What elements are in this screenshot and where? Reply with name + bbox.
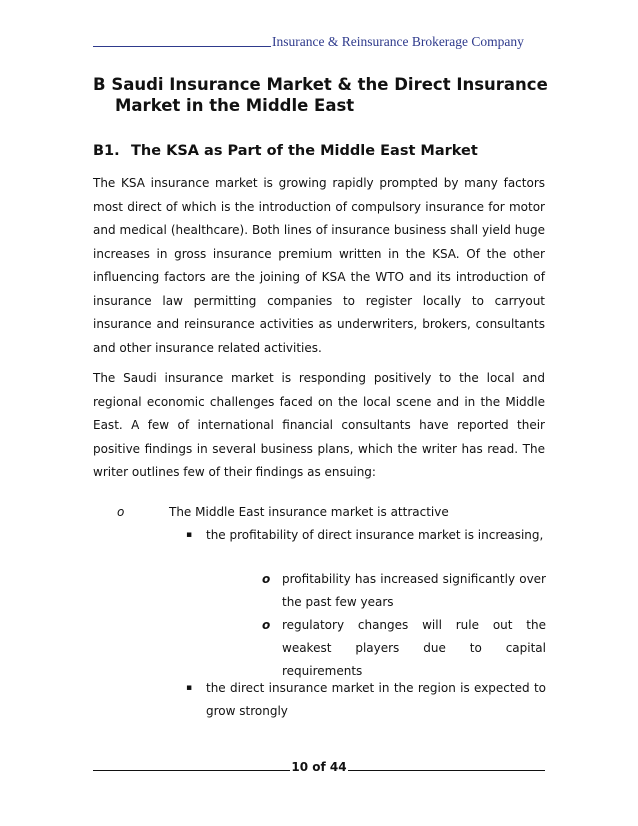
list-item-level2 (186, 677, 546, 723)
header-rule (93, 46, 271, 47)
paragraph-2: The Saudi insurance market is responding positively to the local and regional economic challenges faced on the local scene and in the Middle East. A few of international financial consultants have reported their positive findings in several business plans, which the writer has read. The writer outlines few of their findings as ensuing: (93, 371, 545, 479)
footer-rule-right (348, 769, 545, 771)
subsection-title: The KSA as Part of the Middle East Market (131, 143, 478, 159)
page-footer (93, 760, 545, 774)
list-item-text: The Middle East insurance market is attractive (169, 505, 449, 519)
list-item-level2 (186, 524, 546, 547)
list-marker: o (262, 572, 271, 586)
page-number: 10 of 44 (291, 760, 347, 774)
list-item-text: the profitability of direct insurance market is increasing, (206, 528, 544, 542)
list-marker: o (117, 505, 125, 519)
list-marker: o (262, 618, 271, 632)
bullet-square-icon: ▪ (186, 530, 193, 540)
paragraph-1: The KSA insurance market is growing rapidly prompted by many factors most direct of which is the introduction of compulsory insurance for motor and medical (healthcare). Both lines of insurance business shall yield huge increases in gross insurance premium written in the KSA. Of the other influencing factors are the joining of KSA the WTO and its introduction of insurance law permitting companies to register locally to carryout insurance and reinsurance activities as underwriters, brokers, consultants and other insurance related activities. (93, 176, 545, 355)
footer-rule-left (93, 769, 290, 771)
section-heading-line2: Market in the Middle East (115, 96, 355, 115)
section-heading (93, 74, 548, 116)
list-item-text: regulatory changes will rule out the weakest players due to capital requirements (282, 618, 546, 678)
page-header (93, 34, 545, 50)
bullet-square-icon: ▪ (186, 683, 193, 693)
section-heading-line1: B Saudi Insurance Market & the Direct Insurance (93, 75, 548, 94)
list-item-level3 (262, 614, 546, 683)
list-item-level3 (262, 568, 546, 614)
subsection-heading (93, 143, 548, 159)
header-title: Insurance & Reinsurance Brokerage Company (272, 34, 524, 49)
list-item-text: the direct insurance market in the region is expected to grow strongly (206, 681, 546, 718)
list-item-text: profitability has increased significantly over the past few years (282, 572, 546, 609)
subsection-number: B1. (93, 143, 120, 159)
